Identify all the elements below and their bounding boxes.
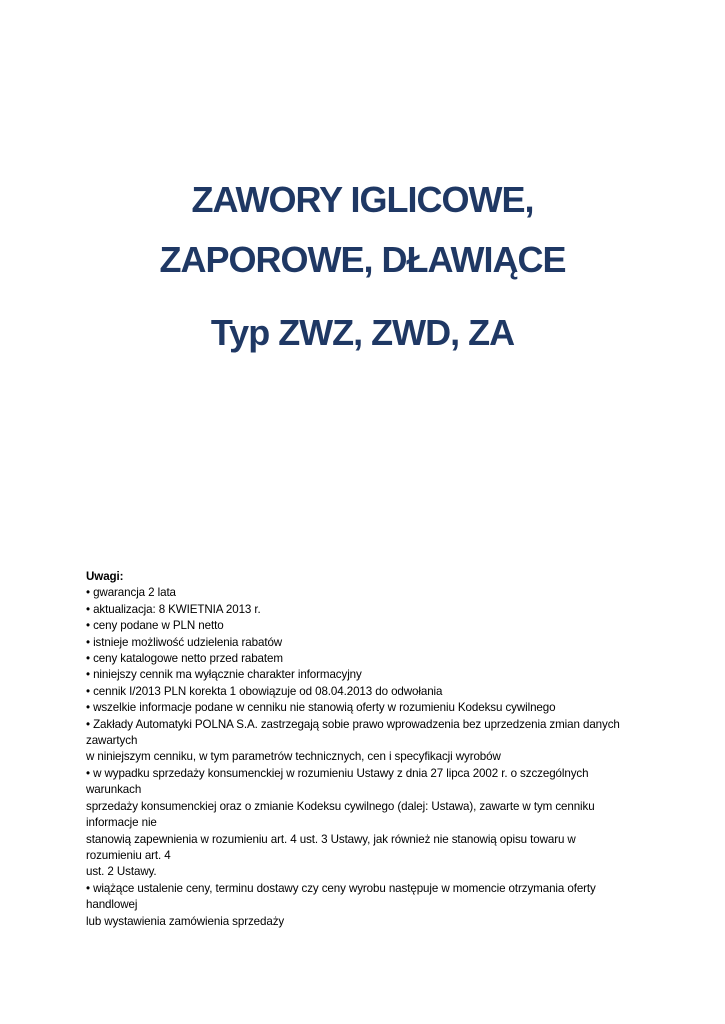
title-line-3: Typ ZWZ, ZWD, ZA — [210, 312, 515, 353]
notes-line: • wszelkie informacje podane w cenniku nie stanowią oferty w rozumieniu Kodeksu cywilnego — [86, 701, 556, 715]
notes-line: lub wystawienia zamówienia sprzedaży — [86, 914, 285, 928]
notes-heading: Uwagi: — [86, 570, 124, 583]
notes-line: • cennik I/2013 PLN korekta 1 obowiązuje od 08.04.2013 do odwołania — [86, 684, 443, 698]
notes-line: informacje nie — [86, 816, 157, 830]
notes-line: • niniejszy cennik ma wyłącznie charakter informacyjny — [86, 668, 362, 682]
notes-line: • ceny podane w PLN netto — [86, 619, 224, 633]
notes-line: • istnieje możliwość udzielenia rabatów — [86, 635, 283, 649]
notes-line: stanowią zapewnienia w rozumieniu art. 4 ust. 3 Ustawy, jak również nie stanowią opisu towaru w — [86, 832, 576, 846]
notes-line: • wiążące ustalenie ceny, terminu dostawy czy ceny wyrobu następuje w momencie otrzymania oferty — [86, 881, 596, 895]
notes-line: w niniejszym cenniku, w tym parametrów technicznych, cen i specyfikacji wyrobów — [86, 750, 501, 764]
document-title — [0, 170, 725, 363]
notes-line: • w wypadku sprzedaży konsumenckiej w rozumieniu Ustawy z dnia 27 lipca 2002 r. o szczególnych — [86, 766, 589, 780]
notes-line: warunkach — [86, 783, 142, 797]
notes-line: rozumieniu art. 4 — [86, 848, 171, 862]
notes-line: • aktualizacja: 8 KWIETNIA 2013 r. — [86, 602, 261, 616]
notes-line: zawartych — [86, 734, 138, 748]
title-line-1: ZAWORY IGLICOWE, — [191, 179, 534, 220]
notes-line: handlowej — [86, 898, 138, 912]
notes-line: sprzedaży konsumenckiej oraz o zmianie Kodeksu cywilnego (dalej: Ustawa), zawarte w tym cenniku — [86, 799, 595, 813]
notes-section — [86, 569, 666, 930]
notes-line: • gwarancja 2 lata — [86, 586, 176, 600]
notes-line: ust. 2 Ustawy. — [86, 865, 157, 879]
notes-line: • ceny katalogowe netto przed rabatem — [86, 652, 283, 666]
title-line-2: ZAPOROWE, DŁAWIĄCE — [159, 239, 566, 280]
notes-line: • Zakłady Automatyki POLNA S.A. zastrzegają sobie prawo wprowadzenia bez uprzedzenia zmian danych — [86, 717, 620, 731]
